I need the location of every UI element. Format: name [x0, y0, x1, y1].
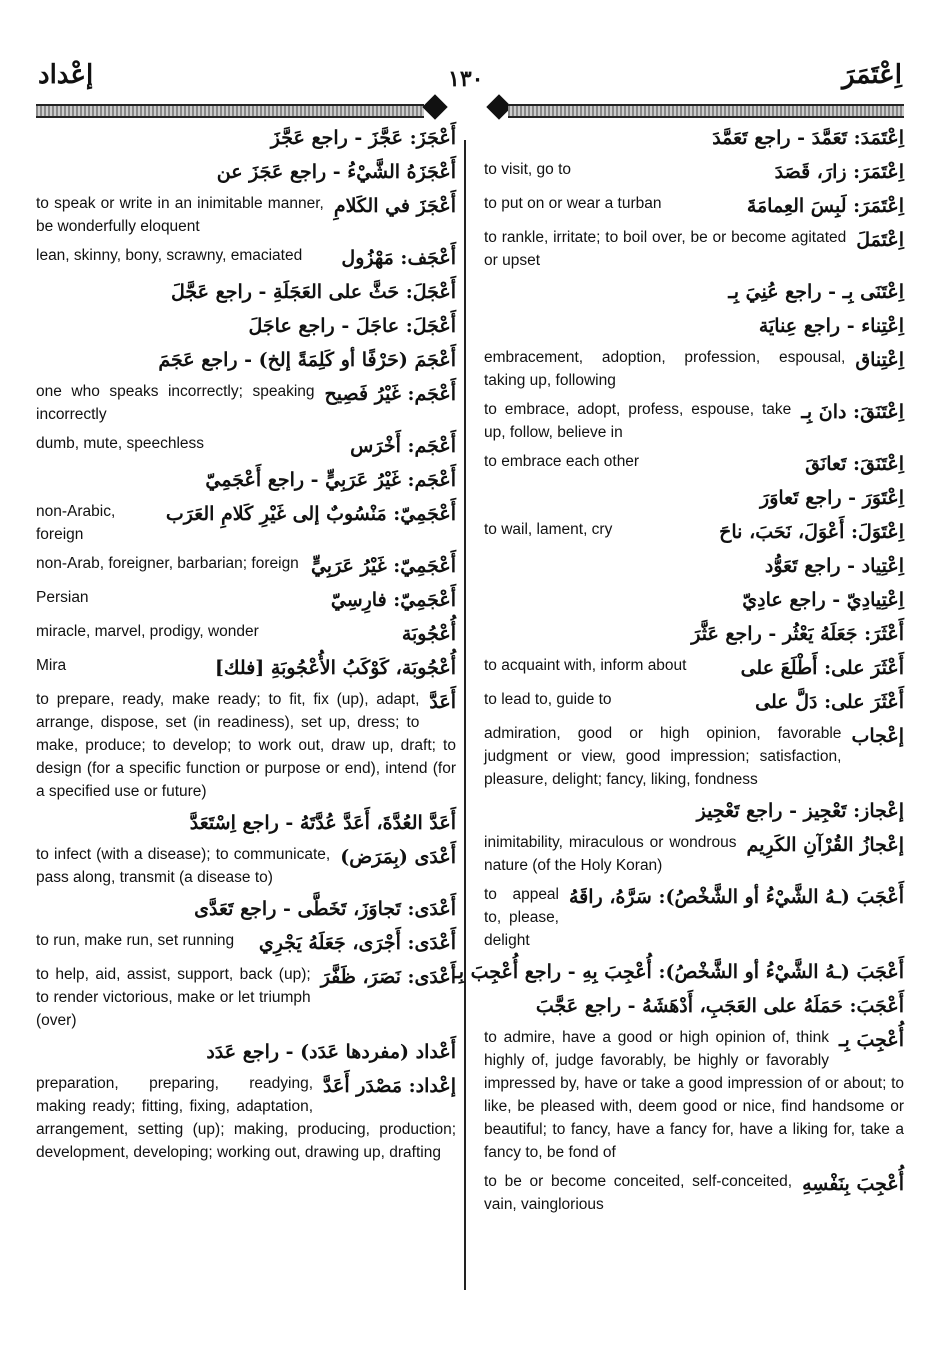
- dictionary-entry: [36, 586, 456, 614]
- entry-arabic: أُعْجُوبَة، كَوْكَبُ الأُعْجُوبَةِ [فلك]: [214, 657, 456, 679]
- entry-english: to visit, go to: [484, 161, 572, 178]
- entry-english: to embrace each other: [484, 453, 640, 470]
- entry-english: to acquaint with, inform about: [484, 657, 687, 674]
- dictionary-entry: [484, 688, 904, 716]
- entry-arabic: أَعْجَزَهُ الشَّيْءُ - راجع عَجَزَ عن: [216, 161, 456, 183]
- entry-english: non-Arabic, foreign: [36, 503, 116, 543]
- left-column: [36, 124, 456, 1170]
- entry-arabic: أَعْجَف: مَهْزُول: [341, 247, 456, 269]
- entry-arabic: أَعْدَى: أَجْرَى، جَعَلَهُ يَجْرِي: [258, 932, 456, 954]
- dictionary-entry: [36, 1038, 456, 1066]
- dictionary-entry: [36, 963, 456, 1032]
- entry-arabic: أَعْثَرَ: جَعَلَهُ يَعْثُر - راجع عَثَّرَ: [691, 623, 904, 645]
- entry-english: embracement, adoption, profession, espousal, taking up, following: [484, 349, 846, 389]
- dictionary-entry: [484, 620, 904, 648]
- entry-arabic: أَعْجَم: أَخْرَس: [350, 435, 456, 457]
- entry-arabic: اِعْتِناق: [855, 349, 904, 371]
- dictionary-entry: [484, 312, 904, 340]
- entry-arabic: أَعْثَرَ على: دَلَّ على: [755, 691, 904, 713]
- entry-arabic: أَعْجَلَ: عاجَلَ - راجع عاجَلَ: [248, 315, 456, 337]
- entry-english: to prepare, ready, make ready; to fit, fix (up), adapt, arrange, dispose, set (in readiness), set up, dress; to make, produce; to develop; to work out, draw up, draft; to design (for a specific function or purpose or end), intend (for a specified use or future): [36, 691, 456, 800]
- entry-arabic: أَعَدَّ: [429, 691, 456, 713]
- dictionary-entry: [484, 398, 904, 444]
- entry-arabic: أَعَدَّ العُدَّةَ، أَعَدَّ عُدَّتَهُ - راجع اِسْتَعَدَّ: [189, 812, 456, 834]
- entry-arabic: أُعْجِبَ بِـ: [838, 1029, 904, 1051]
- dictionary-entry: [484, 346, 904, 392]
- dictionary-entry: [36, 929, 456, 957]
- entry-arabic: اِعْتَمَدَ: تَعَمَّدَ - راجع تَعَمَّدَ: [712, 127, 904, 149]
- entry-english: to lead to, guide to: [484, 691, 612, 708]
- entry-arabic: أَعْجَبَ: حَمَلَهُ على العَجَبِ، أَدْهَشَهُ - راجع عَجَّبَ: [535, 995, 904, 1017]
- entry-arabic: إعْداد: مَصْدَر أَعَدَّ: [323, 1075, 456, 1097]
- entry-arabic: اِعْتَمَرَ: زارَ، قَصَدَ: [774, 161, 904, 183]
- entry-english: dumb, mute, speechless: [36, 435, 205, 452]
- dictionary-entry: [484, 552, 904, 580]
- entry-english: admiration, good or high opinion, favorable judgment or view, good impression; satisfaction, pleasure, delight; fancy, liking, fondness: [484, 725, 842, 788]
- dictionary-entry: [484, 992, 904, 1020]
- entry-english: one who speaks incorrectly; speaking incorrectly: [36, 383, 315, 423]
- dictionary-entry: [36, 312, 456, 340]
- entry-arabic: أَعْجَزَ: عَجَّزَ - راجع عَجَّزَ: [270, 127, 456, 149]
- dictionary-entry: [484, 450, 904, 478]
- dictionary-entry: [484, 158, 904, 186]
- entry-english: to embrace, adopt, profess, espouse, take up, follow, believe in: [484, 401, 792, 441]
- entry-english: lean, skinny, bony, scrawny, emaciated: [36, 247, 303, 264]
- dictionary-entry: [36, 843, 456, 889]
- entry-arabic: أُعْجُوبَة: [401, 623, 456, 645]
- dictionary-entry: [484, 124, 904, 152]
- entry-arabic: أُعْجِبَ بِنَفْسِهِ: [802, 1173, 904, 1195]
- dictionary-entry: [36, 895, 456, 923]
- dictionary-entry: [36, 809, 456, 837]
- entry-english: Mira: [36, 657, 67, 674]
- entry-arabic: أَعْجَمِيّ: مَنْسُوبٌ إلى غَيْرِ كَلامِ العَرَب: [165, 503, 456, 525]
- entry-arabic: اِعْتِناء - راجع عِنايَة: [758, 315, 904, 337]
- entry-arabic: اِعْتَوَرَ - راجع تَعاوَرَ: [760, 487, 904, 509]
- right-column: [453, 124, 904, 1222]
- page-number: ١٣٠: [448, 66, 484, 92]
- entry-english: to speak or write in an inimitable manner, be wonderfully eloquent: [36, 195, 324, 235]
- entry-english: inimitability, miraculous or wondrous nature (of the Holy Koran): [484, 834, 737, 874]
- dictionary-entry: [484, 797, 904, 825]
- column-divider: [464, 140, 466, 1290]
- entry-arabic: اِعْتَنَى بِـ - راجع عُنِيَ بِـ: [728, 281, 904, 303]
- dictionary-entry: [484, 1026, 904, 1164]
- right-guide-word: اِعْتَمَرَ: [842, 60, 902, 90]
- entry-english: to infect (with a disease); to communicate, pass along, transmit (a disease to): [36, 846, 331, 886]
- entry-arabic: اِعْتِيادِيّ - راجع عادِيّ: [742, 589, 904, 611]
- dictionary-entry: [484, 278, 904, 306]
- entry-arabic: إعْجاب: [851, 725, 904, 747]
- entry-arabic: أَعْجَمَ (حَرْفًا أو كَلِمَةً إلخ) - راجع عَجَمَ: [158, 349, 456, 371]
- dictionary-entry: [36, 466, 456, 494]
- dictionary-entry: [36, 244, 456, 272]
- entry-arabic: اِعْتَمَرَ: لَبِسَ العِمامَةَ: [746, 195, 904, 217]
- entry-english: miracle, marvel, prodigy, wonder: [36, 623, 259, 640]
- dictionary-entry: [484, 192, 904, 220]
- entry-arabic: اِعْتَمَلَ: [856, 229, 904, 251]
- dictionary-entry: [36, 688, 456, 803]
- entry-arabic: أَعْدَى: تَجاوَزَ، تَخَطَّى - راجع تَعَدَّى: [194, 898, 456, 920]
- entry-english: Persian: [36, 589, 89, 606]
- entry-english: preparation, preparing, readying, making ready; fitting, fixing, adaptation, arrangement, setting (up); making, producing, production; development, developing; working out, drawing up, drafting: [36, 1075, 456, 1161]
- dictionary-entry: [36, 500, 456, 546]
- entry-arabic: أَعْجَمِيّ: غَيْرُ عَرَبِيٍّ: [310, 555, 456, 577]
- entry-arabic: إعْجازُ القُرْآنِ الكَرِيم: [746, 834, 904, 856]
- entry-arabic: أَعْدَى (بِمَرَض): [340, 846, 456, 868]
- header-rule-right: [508, 104, 904, 118]
- entry-english: to wail, lament, cry: [484, 521, 613, 538]
- dictionary-entry: [484, 831, 904, 877]
- entry-english: to rankle, irritate; to boil over, be or become agitated or upset: [484, 229, 847, 269]
- dictionary-entry: [36, 278, 456, 306]
- entry-arabic: أَعْجَبَ (ـهُ الشَّيْءُ أو الشَّخْصُ): أُعْجِبَ بِهِ - راجع أُعْجِبَ بِـ: [453, 961, 904, 983]
- dictionary-entry: [484, 883, 904, 952]
- dictionary-entry: [36, 124, 456, 152]
- entry-arabic: أَعْدَى: نَصَرَ، ظَفَّرَ: [320, 966, 456, 988]
- entry-arabic: أَعْجَمِيّ: فارِسِيّ: [330, 589, 456, 611]
- dictionary-entry: [36, 620, 456, 648]
- entry-english: to run, make run, set running: [36, 932, 235, 949]
- entry-arabic: أَعْجَزَ في الكَلامِ: [333, 195, 456, 217]
- entry-arabic: اِعْتَنَقَ: تَعانَقَ: [805, 453, 904, 475]
- entry-english: to help, aid, assist, support, back (up); to render victorious, make or let triumph (over): [36, 966, 311, 1029]
- dictionary-entry: [484, 226, 904, 272]
- dictionary-entry: [36, 346, 456, 374]
- entry-arabic: اِعْتِياد - راجع تَعَوُّد: [764, 555, 904, 577]
- dictionary-entry: [484, 586, 904, 614]
- dictionary-entry: [36, 192, 456, 238]
- entry-english: to appeal to, please, delight: [484, 886, 559, 949]
- dictionary-entry: [36, 432, 456, 460]
- entry-arabic: أَعْجَم: غَيْرُ عَرَبِيٍّ - راجع أَعْجَمِيّ: [205, 469, 456, 491]
- dictionary-entry: [36, 552, 456, 580]
- entry-arabic: أَعْجَم: غَيْرُ فَصِيح: [324, 383, 456, 405]
- entry-arabic: أَعْثَرَ على: أَطْلَعَ على: [740, 657, 904, 679]
- dictionary-entry: [36, 158, 456, 186]
- dictionary-entry: [36, 380, 456, 426]
- dictionary-entry: [36, 1072, 456, 1164]
- left-guide-word: إعْداد: [38, 60, 94, 90]
- header-rule-left: [36, 104, 424, 118]
- dictionary-entry: [484, 722, 904, 791]
- entry-english: to admire, have a good or high opinion of, think highly of, judge favorably, be highly or favorably impressed by, have or take a good impression of or about; to like, be pleased with, deem good or nice, find handsome or beautiful; to fancy, have a fancy for, have a liking for, take a fancy to, be fond of: [484, 1029, 904, 1161]
- entry-english: to be or become conceited, self-conceited, vain, vainglorious: [484, 1173, 793, 1213]
- dictionary-entry: [484, 518, 904, 546]
- header-ornament-left: [422, 94, 447, 119]
- dictionary-entry: [36, 654, 456, 682]
- entry-english: to put on or wear a turban: [484, 195, 662, 212]
- entry-arabic: أَعْداد (مفردها عَدَد) - راجع عَدَد: [206, 1041, 456, 1063]
- dictionary-entry: [484, 484, 904, 512]
- dictionary-entry: [453, 958, 904, 986]
- entry-arabic: إعْجاز: تَعْجِيز - راجع تَعْجِيز: [696, 800, 904, 822]
- dictionary-entry: [484, 654, 904, 682]
- entry-arabic: أَعْجَبَ (ـهُ الشَّيْءُ أو الشَّخْصُ): سَرَّهُ، راقَهُ: [569, 886, 904, 908]
- entry-arabic: اِعْتَوَلَ: أَعْوَلَ، نَحَبَ، ناحَ: [719, 521, 904, 543]
- entry-english: non-Arab, foreigner, barbarian; foreign: [36, 555, 299, 572]
- entry-arabic: أَعْجَلَ: حَثَّ على العَجَلَةِ - راجع عَجَّلَ: [171, 281, 456, 303]
- entry-arabic: اِعْتَنَقَ: دانَ بِـ: [801, 401, 904, 423]
- dictionary-entry: [484, 1170, 904, 1216]
